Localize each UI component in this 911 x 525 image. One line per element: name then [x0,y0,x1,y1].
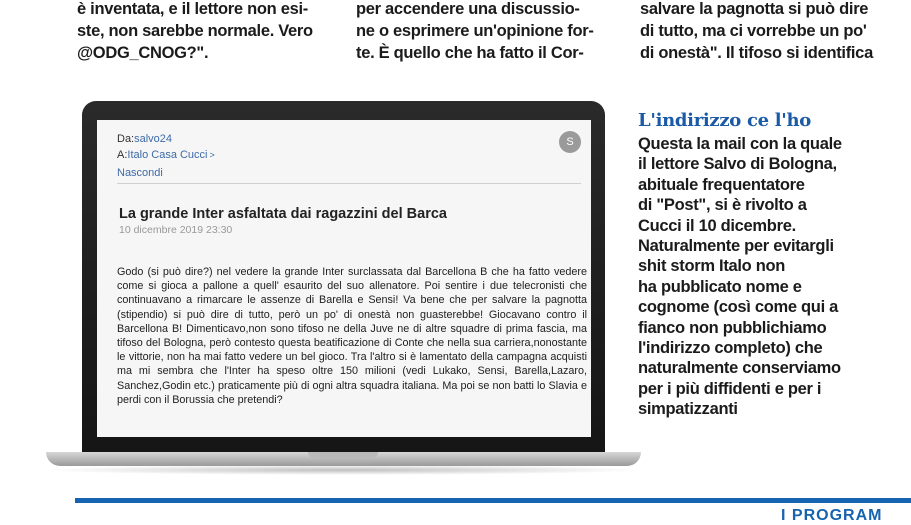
email-from-row [117,131,215,147]
email-header [117,131,215,181]
article-column-1-text: è inventata, e il lettore non esi- ste, non sarebbe normale. Vero @ODG_CNOG?". [77,0,313,62]
sender-avatar: S [559,131,581,153]
email-divider [117,183,581,184]
email-subject: La grande Inter asfaltata dai ragazzini del Barca [119,206,447,222]
section-divider-bar [75,498,911,503]
email-from-label: Da: [117,133,135,145]
email-to-row [117,147,215,163]
next-section-label: I PROGRAM [781,507,883,524]
email-body: Godo (si può dire?) nel vedere la grande Inter surclassata dal Barcellona B che ha fatto vedere come si gioca a pallone a quell' esaurito del suo allenatore. Poi sentire i due telecronisti che continuavano a rimarcare le assenze di Barella e Sensi! Va bene che per salvare la pagnotta (stipendio) si può dire di tutto, però un po' di onestà non guasterebbe! Giocavano contro il Barcellona B! Dimenticavo,non sono tifoso ne della Juve ne di altre squadre di prima fascia, ma tifoso del Bologna, però contesto questa beatificazione di Conte che nella sua carriera,nonostante le vittorie, non ha mai fatto vedere un bel gioco. Tra l'altro si è lamentato della campagna acquisti ma mi sembra che l'Inter ha speso oltre 150 milioni (vedi Lukako, Sensi, Barella,Lazaro, Sanchez,Godin etc.) praticamente più di ogni altra squadra italiana. Ma poi se non batti lo Slavia e perdi con il Borussia che pretendi? [117,266,587,406]
email-to-label: A: [117,149,128,161]
article-column-2-text: per accendere una discussio- ne o esprimere un'opinione for- te. È quello che ha fatto il Cor- [356,0,594,62]
email-from-name: salvo24 [134,133,173,145]
laptop-notch [308,452,378,458]
laptop-image [82,101,605,457]
email-to-name: Italo Casa Cucci [127,149,208,161]
email-date: 10 dicembre 2019 23:30 [119,224,233,236]
chevron-right-icon: > [209,150,215,160]
side-article-body: Questa la mail con la quale il lettore Salvo di Bologna, abituale frequentatore di "Post", si è rivolto a Cucci il 10 dicembre. Naturalmente per evitargli shit storm Italo non ha pubblicato nome e cognome (così come qui a fianco non pubblichiamo l'indirizzo completo) che naturalmente conserviamo per i più diffidenti e per i simpatizzanti [638,135,842,419]
email-hide-link: Nascondi [117,167,163,179]
side-article-title: L'indirizzo ce l'ho [638,110,811,131]
article-column-3-text: salvare la pagnotta si può dire di tutto, ma ci vorrebbe un po' di onestà". Il tifoso si identifica [640,0,873,62]
laptop-shadow [40,465,647,475]
email-screen [97,120,591,437]
